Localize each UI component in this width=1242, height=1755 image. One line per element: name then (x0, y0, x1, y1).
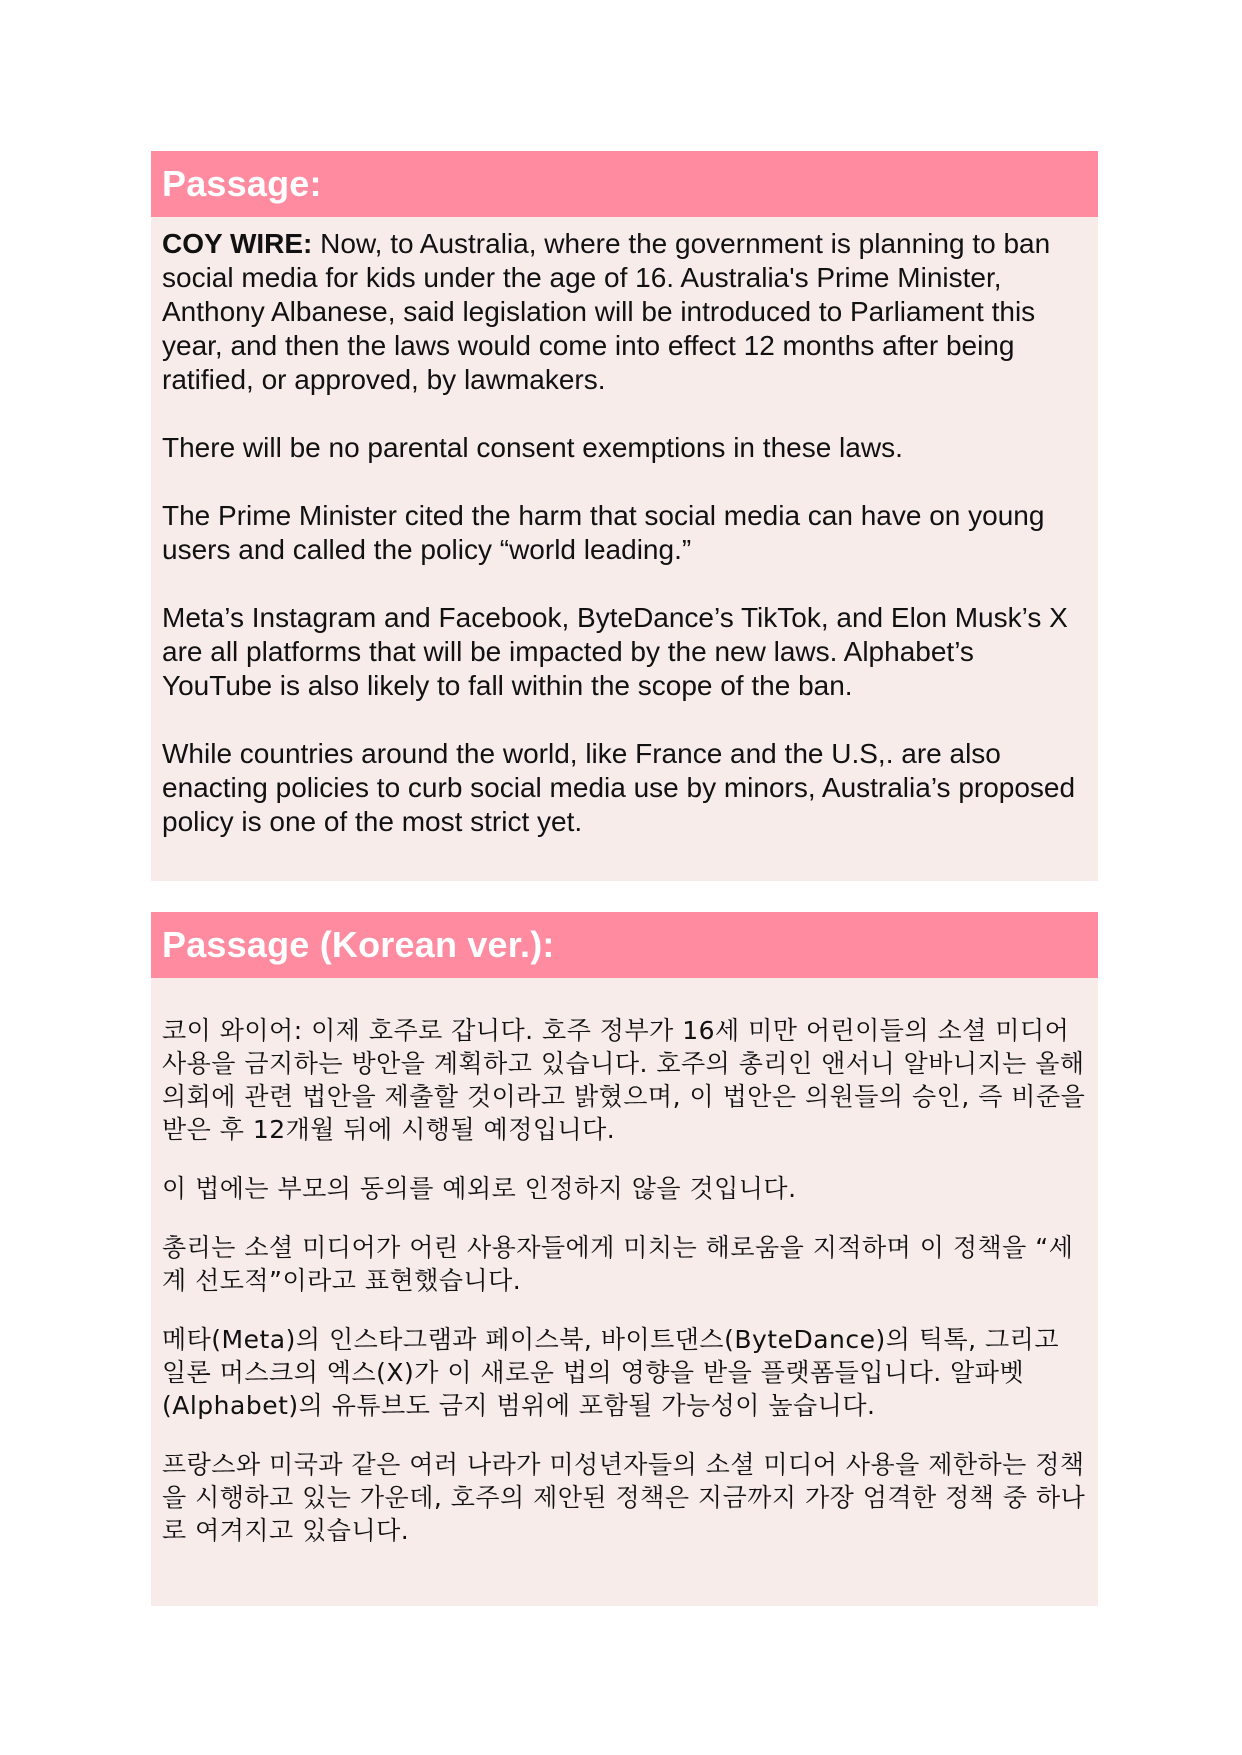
korean-paragraph-3: 총리는 소셜 미디어가 어린 사용자들에게 미치는 해로움을 지적하며 이 정책을 “세계 선도적”이라고 표현했습니다. (162, 1233, 1074, 1295)
passage-paragraph-1 (162, 227, 1086, 397)
passage-paragraph-4: Meta’s Instagram and Facebook, ByteDance’s TikTok, and Elon Musk’s X are all platforms that will be impacted by the new laws. Alphabet’s YouTube is also likely to fall within the scope of the ban. (162, 602, 1068, 701)
passage-paragraph-2: There will be no parental consent exemptions in these laws. (162, 432, 903, 463)
passage-paragraph-5: While countries around the world, like France and the U.S,. are also enacting policies to curb social media use by minors, Australia’s proposed policy is one of the most strict yet. (162, 738, 1076, 837)
korean-paragraph-4: 메타(Meta)의 인스타그램과 페이스북, 바이트댄스(ByteDance)의 틱톡, 그리고 일론 머스크의 엑스(X)가 이 새로운 법의 영향을 받을 플랫폼들입니다. 알파벳(Alphabet)의 유튜브도 금지 범위에 포함될 가능성이 높습니다. (162, 1325, 1059, 1420)
korean-paragraph-5: 프랑스와 미국과 같은 여러 나라가 미성년자들의 소셜 미디어 사용을 제한하는 정책을 시행하고 있는 가운데, 호주의 제안된 정책은 지금까지 가장 엄격한 정책 중 하나로 여겨지고 있습니다. (162, 1450, 1086, 1545)
passage-card-english (151, 151, 1098, 881)
korean-paragraph-2: 이 법에는 부모의 동의를 예외로 인정하지 않을 것입니다. (162, 1174, 797, 1203)
passage-header (151, 151, 1098, 217)
passage-title: Passage: (162, 163, 322, 204)
speaker-label: COY WIRE: (162, 228, 313, 259)
passage-title-korean: Passage (Korean ver.): (162, 924, 555, 965)
passage-body (151, 217, 1098, 839)
korean-paragraph-1: 코이 와이어: 이제 호주로 갑니다. 호주 정부가 16세 미만 어린이들의 소셜 미디어 사용을 금지하는 방안을 계획하고 있습니다. 호주의 총리인 앤서니 알바니지는 올해 의회에 관련 법안을 제출할 것이라고 밝혔으며, 이 법안은 의원들의 승인, 즉 비준을 받은 후 12개월 뒤에 시행될 예정입니다. (162, 1016, 1086, 1144)
paragraph-text: Now, to Australia, where the government is planning to ban social media for kids under the age of 16. Australia's Prime Minister, Anthony Albanese, said legislation will be introduced to Parliament this year, and then the laws would come into effect 12 months after being ratified, or approved, by lawmakers. (162, 228, 1051, 395)
passage-card-korean (151, 912, 1098, 1606)
passage-paragraph-3: The Prime Minister cited the harm that social media can have on young users and called the policy “world leading.” (162, 500, 1045, 565)
passage-body-korean (151, 978, 1098, 1547)
passage-header-korean (151, 912, 1098, 978)
